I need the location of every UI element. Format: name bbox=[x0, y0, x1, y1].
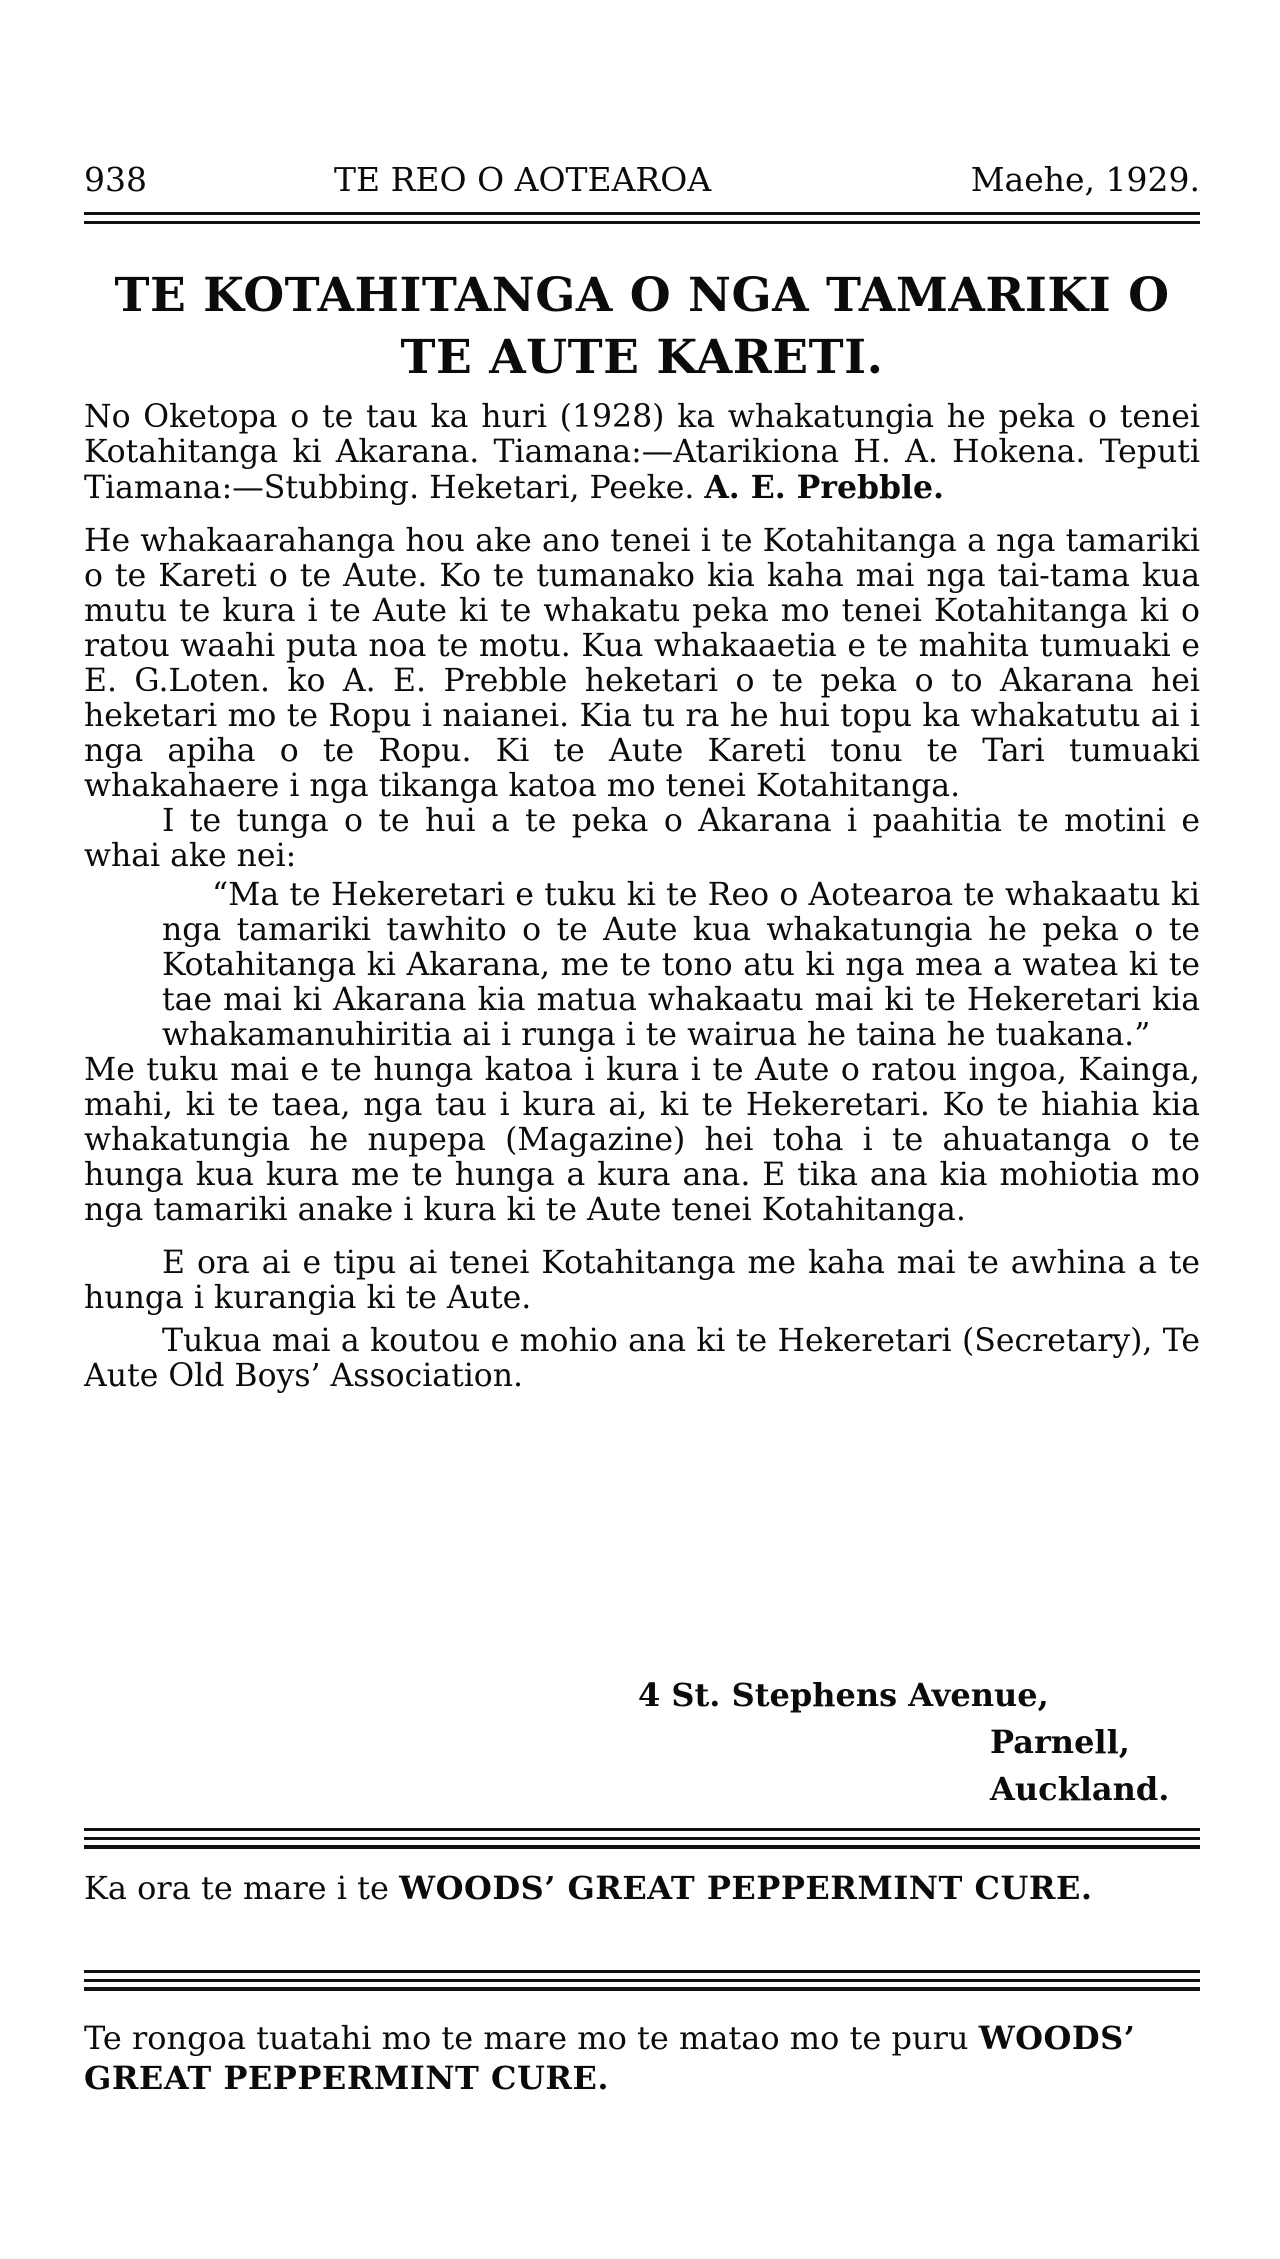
paragraph-motion-intro: I te tunga o te hui a te peka o Akarana i paahitia te motini e whai ake nei: bbox=[84, 803, 1200, 874]
paragraph-contact: Tukua mai a koutou e mohio ana ki te Hekeretari (Secretary), Te Aute Old Boys’ Association. bbox=[84, 1323, 1200, 1394]
advert-rule-top-2 bbox=[84, 1845, 1200, 1849]
motion-quote: “Ma te Hekeretari e tuku ki te Reo o Aotearoa te whakaatu ki nga tamariki tawhito o te Aute kua whakatungia he peka o te Kotahitanga ki Akarana, me te tono atu ki nga mea a watea ki te tae mai ki Akarana kia matua whakaatu mai ki te Hekeretari kia whakamanuhiritia ai i runga i te wairua he taina he tuakana.” bbox=[162, 877, 1200, 1053]
header-rule bbox=[84, 212, 1200, 224]
advert-2-text: Te rongoa tuatahi mo te mare mo te matao mo te puru bbox=[84, 2019, 979, 2057]
paragraph-request: Me tuku mai e te hunga katoa i kura i te Aute o ratou ingoa, Kainga, mahi, ki te taea, nga tau i kura ai, ki te Hekeretari. Ko te hiahia kia whakatungia he nupepa (Magazine) hei toha i te ahuatanga o te hunga kua kura me te hunga a kura ana. E tika ana kia mohiotia mo nga tamariki anake i kura ki te Aute tenei Kotahitanga. bbox=[84, 1052, 1200, 1228]
paragraph-founding bbox=[84, 400, 1200, 506]
advert-rule-top bbox=[84, 1828, 1200, 1840]
paragraph-support: E ora ai e tipu ai tenei Kotahitanga me kaha mai te awhina a te hunga i kurangia ki te Aute. bbox=[84, 1245, 1200, 1316]
page-number: 938 bbox=[84, 160, 147, 199]
advert-2-product: WOODS’ GREAT PEPPERMINT CURE. bbox=[84, 2019, 1136, 2097]
address-suburb: Parnell, bbox=[990, 1723, 1130, 1761]
paragraph-founding-text: No Oketopa o te tau ka huri (1928) ka whakatungia he peka o tenei Kotahitanga ki Akarana. Tiamana:—Atarikiona H. A. Hokena. Teputi Tiamana:—Stubbing. Heketari, Peeke. bbox=[84, 399, 1200, 506]
advert-rule-mid bbox=[84, 1970, 1200, 1982]
address-city: Auckland. bbox=[990, 1770, 1170, 1808]
advert-1-text: Ka ora te mare i te bbox=[84, 1869, 400, 1907]
issue-date: Maehe, 1929. bbox=[970, 160, 1200, 199]
advert-1-product: WOODS’ GREAT PEPPERMINT CURE. bbox=[399, 1869, 1093, 1907]
secretary-name: A. E. Prebble. bbox=[704, 469, 945, 506]
advert-rule-mid-2 bbox=[84, 1987, 1200, 1991]
paragraph-purpose: He whakaarahanga hou ake ano tenei i te Kotahitanga a nga tamariki o te Kareti o te Aute. Ko te tumanako kia kaha mai nga tai-tama kua mutu te kura i te Aute ki te whakatu peka mo tenei Kotahitanga ki o ratou waahi puta noa te motu. Kua whakaaetia e te mahita tumuaki e E. G.Loten. ko A. E. Prebble heketari o te peka o to Akarana hei heketari mo te Ropu i naianei. Kia tu ra he hui topu ka whakatutu ai i nga apiha o te Ropu. Ki te Aute Kareti tonu te Tari tumuaki whakahaere i nga tikanga katoa mo tenei Kotahitanga. bbox=[84, 523, 1200, 804]
advert-peppermint-1 bbox=[84, 1870, 1200, 1906]
article-body bbox=[84, 400, 1200, 1394]
address-street: 4 St. Stephens Avenue, bbox=[638, 1676, 1049, 1714]
advert-peppermint-2 bbox=[84, 2018, 1200, 2098]
article-title: TE KOTAHITANGA O NGA TAMARIKI O TE AUTE KARETI. bbox=[114, 268, 1170, 385]
running-title: TE REO O AOTEAROA bbox=[334, 160, 712, 199]
running-header bbox=[84, 160, 1200, 210]
